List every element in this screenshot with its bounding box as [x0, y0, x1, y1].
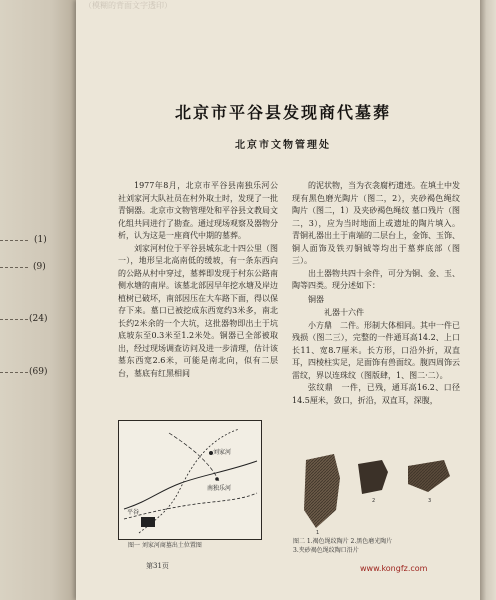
map-label-site: 刘家河 [213, 449, 232, 456]
map-road [124, 461, 257, 509]
left-page-edge [0, 0, 76, 600]
paragraph: 小方鼎 二件。形制大体相同。其中一件已残损（图二三），完整的一件通耳高14.2、上口长11、宽8.7厘米。长方形，口沿外折，双直耳，四棱柱实足，足面饰有兽面纹。腹四周饰云雷纹，界以连珠纹（图版肆，1、图二·二）。 [292, 320, 460, 380]
svg-text:2: 2 [372, 498, 376, 504]
article-author: 北京市文物管理处 [235, 140, 331, 151]
margin-page-number: (1) [34, 235, 47, 245]
margin-page-number: (9) [33, 262, 46, 272]
figure2-caption [293, 537, 463, 555]
map-drawing [119, 421, 261, 539]
bleed-through-line: （模糊的背面文字透印） [84, 1, 172, 10]
paragraph: 的泥状物，当为衣衾腐朽遗迹。在填土中发现有黑色磨光陶片（图二，2），夹砂褐色绳纹陶片（图二，1）及夹砂褐色绳纹 墓口残片（图二，3），应为当时地面上或遗址的陶片填入。青铜礼器出土于南端的二层台上，金饰、玉饰、铜人面饰及铁刃铜钺等均出于墓葬底部（图三）。 [292, 181, 460, 265]
margin-page-number: (24) [29, 314, 48, 324]
left-text-column [118, 180, 278, 380]
sherd-3-texture [408, 460, 450, 492]
sherds-drawing [296, 450, 456, 534]
article-title: 北京市平谷县发现商代墓葬 [174, 103, 391, 122]
right-text-column [292, 180, 460, 407]
margin-leader-line [0, 240, 28, 241]
margin-leader-line [0, 372, 28, 373]
location-map [118, 420, 262, 540]
paragraph: 刘家河村位于平谷县城东北十四公里（图一），地形呈北高南低的缓坡，有一条东西向的公路从村中穿过，墓葬即发现于村东公路南侧水塘的南岸。该墓北部因早年挖水塘及岸边植树已破坏，南部因压在大车路下面，得以保存下来。墓口已被挖成东西宽约3米多，南北长约2米余的一个大坑，这批器物即出土于坑底坡东至0.3米至1.2米处。铜器已全部被取出，经过现场调查访问及进一步清理，估计该墓东西宽2.6米，可能是南北向，似有二层台，墓底有红黑相间 [118, 243, 278, 378]
svg-text:1: 1 [316, 530, 320, 534]
paragraph: 弦纹鼎 一件，已残，通耳高16.2、口径14.5厘米，敛口，折沿，双直耳，深腹， [292, 383, 460, 405]
subsection-heading: 礼器十六件 [324, 308, 364, 317]
page-number: 第31页 [146, 562, 169, 570]
right-page-edge [480, 0, 496, 600]
caption-line: 图二 1.褐色绳纹陶片 2.黑色磨光陶片 [293, 538, 393, 545]
map-caption: 图一 刘家河商墓出土位置图 [128, 542, 202, 549]
watermark: www.kongfz.com [360, 564, 428, 573]
city-marker [141, 517, 155, 527]
caption-line: 3.夹砂褐色绳纹陶口沿片 [293, 547, 359, 554]
map-river [124, 493, 257, 519]
sherd-1-texture [304, 454, 340, 528]
margin-leader-line [0, 319, 28, 320]
margin-page-number: (69) [29, 367, 48, 377]
pottery-sherds-figure [296, 450, 456, 534]
sherd-2 [358, 460, 388, 494]
village-marker [215, 477, 219, 481]
margin-leader-line [0, 267, 28, 268]
bleed-through-text [84, 0, 474, 80]
paragraph: 出土器物共四十余件，可分为铜、金、玉、陶等四类。现分述如下： [292, 268, 460, 290]
paragraph: 1977年8月，北京市平谷县南独乐河公社刘家河大队社员在村外取土时，发现了一批青铜器。北京市文物管理处和平谷县文教局文化组共同进行了勘查。通过现场观察及器物分析，认为这是一座商代中期的墓葬。 [118, 181, 278, 240]
map-label-city: 平谷 [127, 509, 140, 516]
svg-text:3: 3 [428, 498, 432, 504]
map-label-village: 南独乐河 [207, 485, 232, 492]
section-heading: 铜器 [308, 294, 324, 304]
